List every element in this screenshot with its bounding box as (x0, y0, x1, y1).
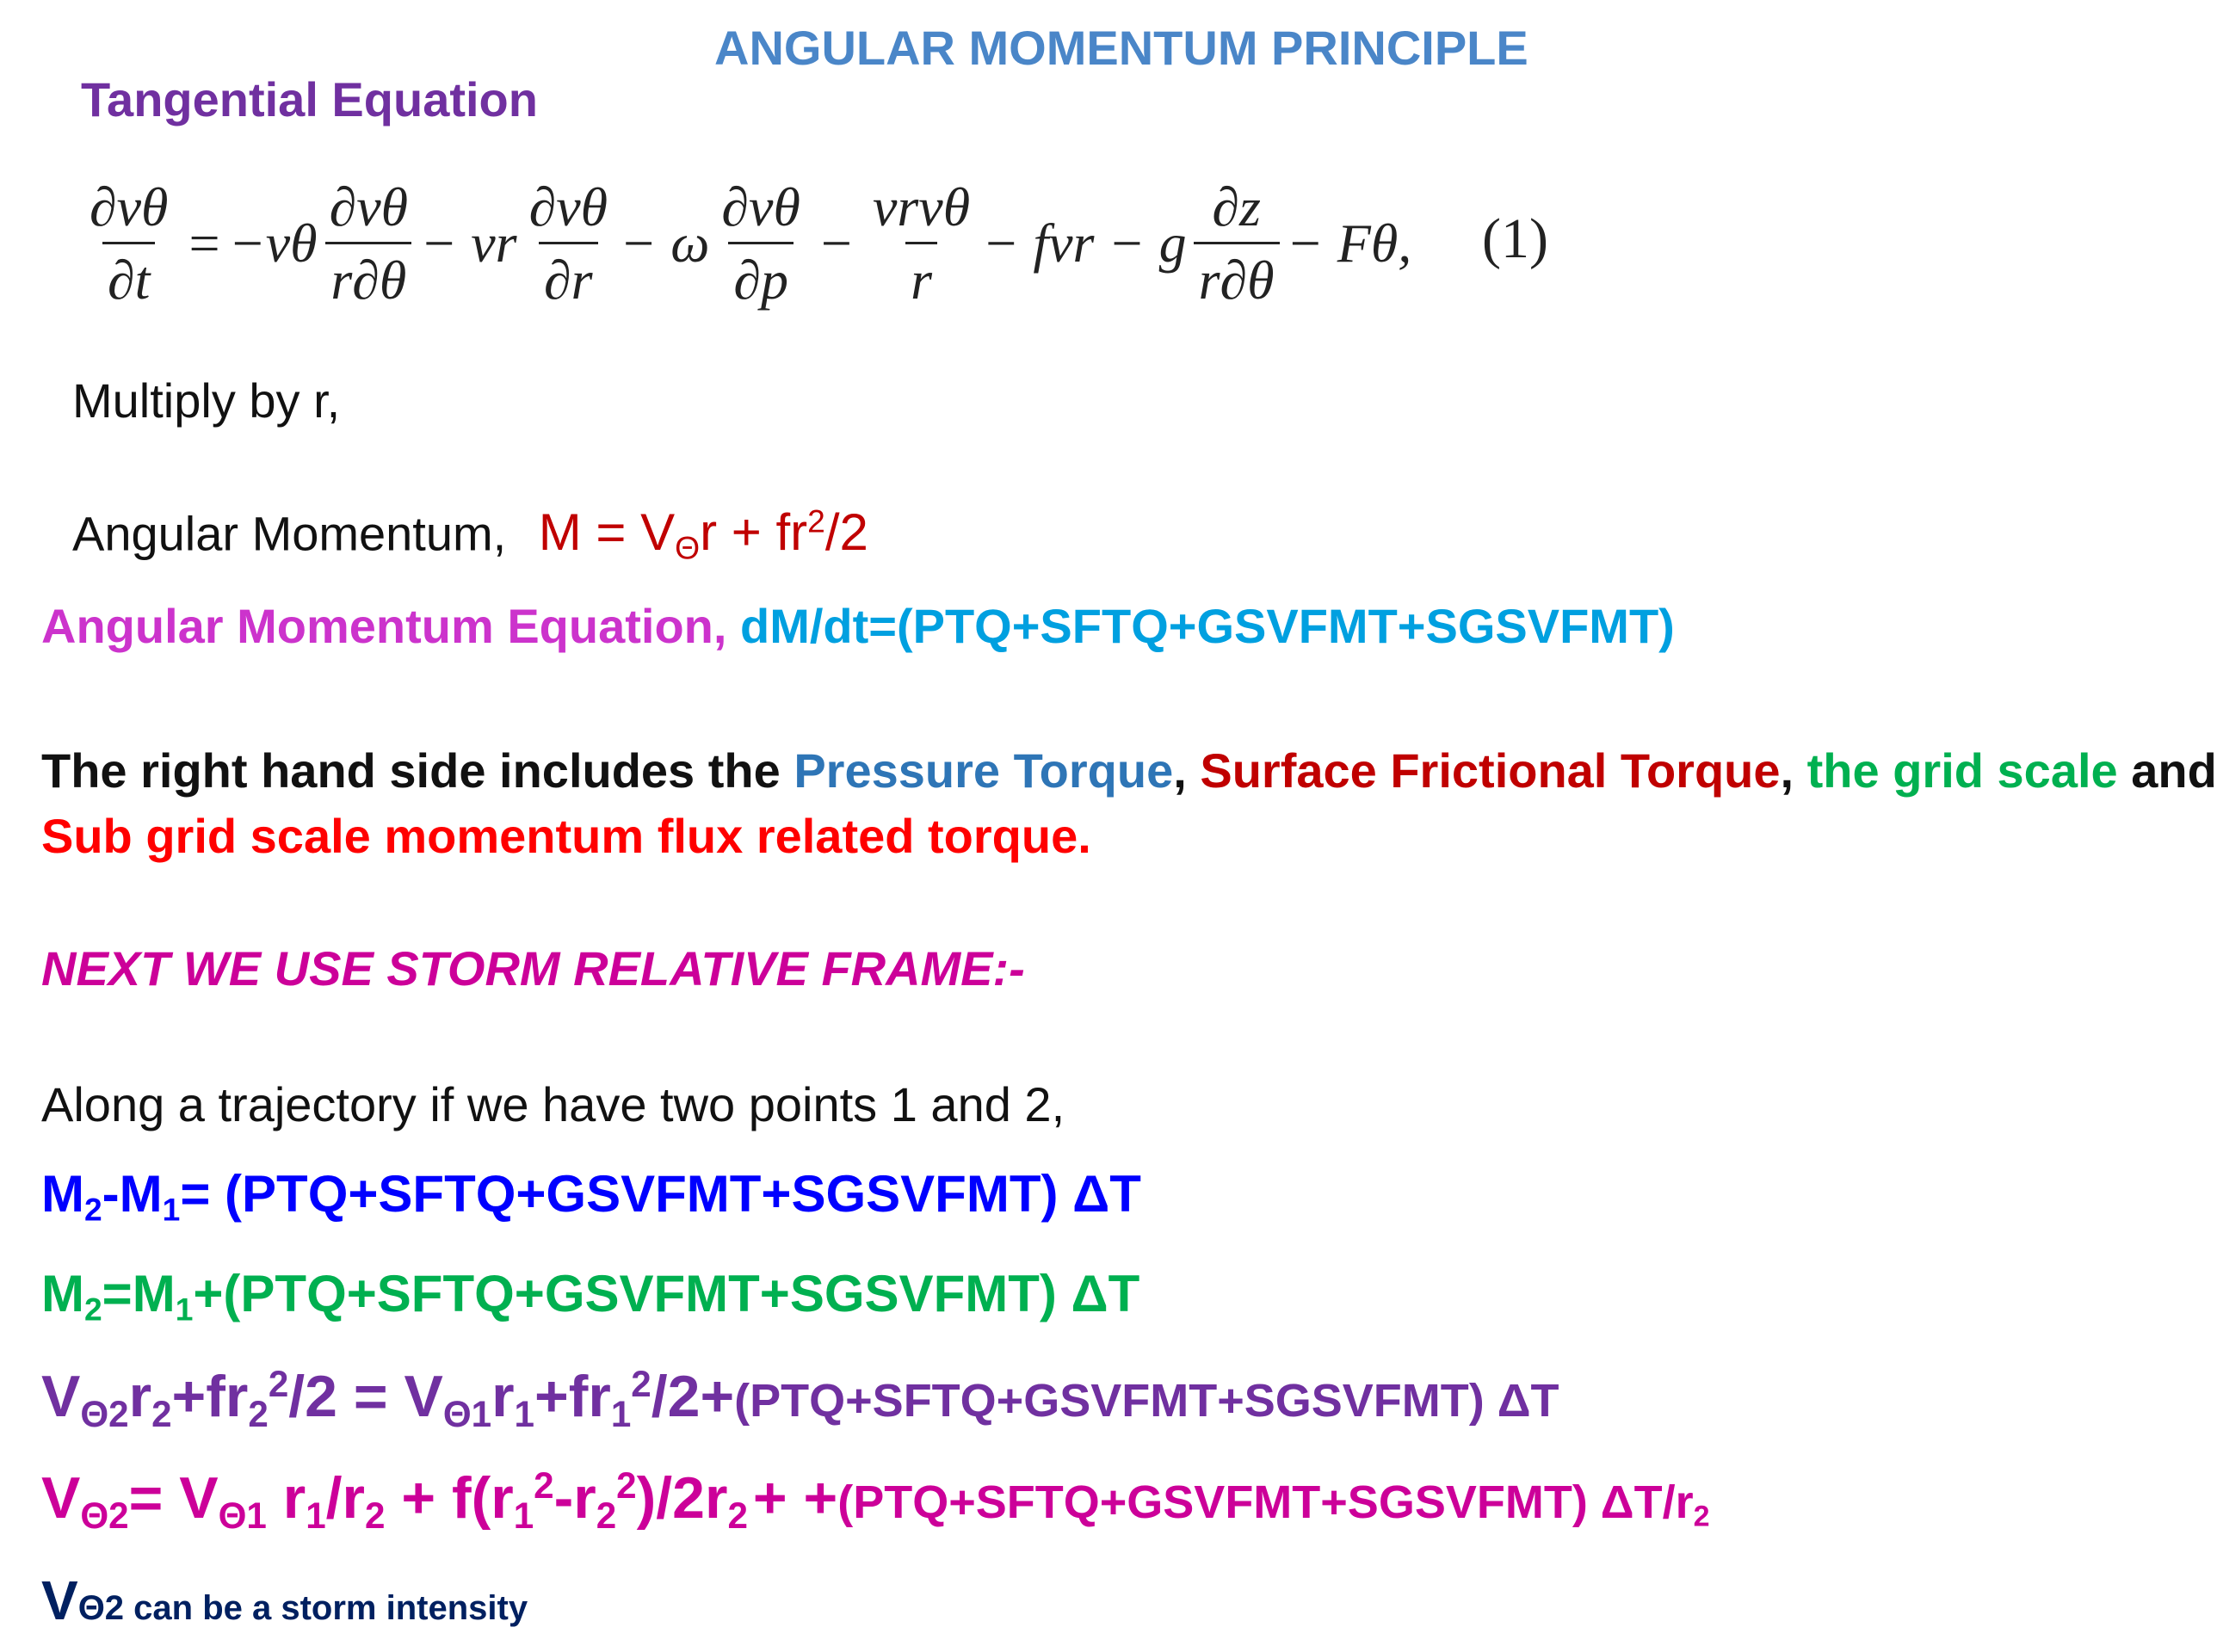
eq-m2: $M_2=M_1+(PTQ+SFTQ+GSVFMT+SGSVFMT)$ ΔT (41, 1265, 1140, 1328)
term4-fraction: $\frac{\text{vrvθ}}{r}$ (872, 176, 971, 311)
term6-fraction: $\frac{\partial z}{r\partial\theta}$ (1194, 180, 1280, 308)
term2-coefficient: − vr (420, 213, 517, 274)
am-formula: $M = V_\Theta r + fr^2/2$ (538, 503, 868, 566)
term1-fraction: $\frac{\partial v\theta}{r\partial\theta}$ (324, 180, 413, 308)
tangential-equation (77, 162, 1411, 325)
term1-coefficient: −vθ (228, 213, 318, 274)
eq-m-difference: $M_2-M_1=$ (PTQ+SFTQ+GSVFMT+SGSVFMT) ΔT (41, 1165, 1141, 1228)
eq-v-theta2: $V_{\Theta 2}= V_{\Theta 1}$ $r_1/r_2 + f(r_1^2-r_2^2)/2r_2+$ +(PTQ+SFTQ+GSVFMT+SGSVFMT) $\Delta T/r_2$ (41, 1465, 1710, 1536)
equals-sign: = (188, 213, 220, 274)
am-eq-formula: dM/dt=(PTQ+SFTQ+GSVFMT+SGSVFMT) (739, 599, 1675, 653)
term3-fraction: $\frac{\partial v\theta}{\partial p}$ (721, 176, 800, 311)
am-eq-label: Angular Momentum Equation, (41, 599, 727, 653)
page-title: ANGULAR MOMENTUM PRINCIPLE (714, 21, 1528, 75)
am-equation-line (41, 599, 1675, 653)
term2-fraction: $\frac{\partial v\theta}{\partial r}$ (528, 176, 608, 311)
am-label: Angular Momentum, (72, 506, 507, 561)
surface-frictional-torque: Surface Frictional Torque (1200, 743, 1781, 798)
eq-v-balance: $V_{\Theta 2}r_2+fr_2^2/2$ = $V_{\Theta 1}r_1+fr_1^2/2+(PTQ+SFTQ+GSVFMT+SGSVFMT)$ ΔT (41, 1364, 1559, 1434)
equation-number: (1) (1482, 207, 1548, 270)
pressure-torque: Pressure Torque (794, 743, 1174, 798)
term5: − fvr − g (982, 213, 1187, 274)
multiply-text: Multiply by r, (72, 373, 341, 428)
lhs-fraction: $\frac{\partial v\theta}{\partial t}$ (90, 176, 169, 311)
grid-scale: the grid scale (1806, 743, 2118, 798)
angular-momentum-line (72, 503, 868, 566)
term3-coefficient: − ω (620, 213, 710, 274)
term4-minus: − (820, 213, 852, 274)
rhs-description-line1: The right hand side includes the Pressure Torque, Surface Frictional Torque, the grid scale and (41, 743, 2217, 798)
trajectory-text: Along a trajectory if we have two points 1 and 2, (41, 1077, 1065, 1131)
tangential-heading: Tangential Equation (81, 72, 538, 126)
storm-frame-heading: NEXT WE USE STORM RELATIVE FRAME:- (41, 941, 1025, 996)
storm-intensity-note: VΘ2 can be a storm intensity (41, 1569, 528, 1631)
term7: − Fθ, (1286, 213, 1412, 274)
rhs-description-line2: Sub grid scale momentum flux related torque. (41, 809, 1091, 863)
